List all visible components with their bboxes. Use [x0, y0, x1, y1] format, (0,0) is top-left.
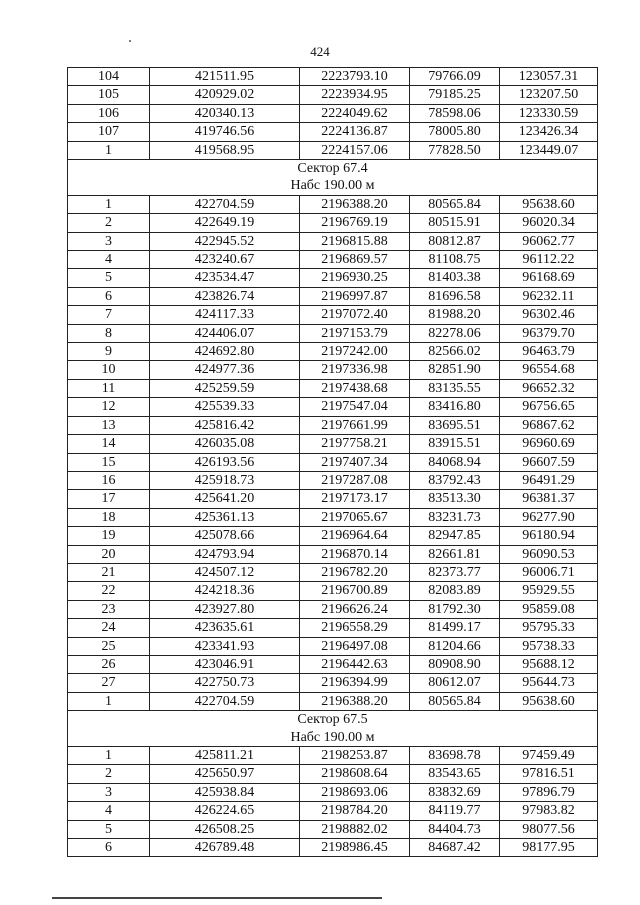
local-y-cell: 96006.71 — [500, 563, 598, 581]
y-coordinate-cell: 2196442.63 — [300, 655, 410, 673]
y-coordinate-cell: 2197547.04 — [300, 398, 410, 416]
point-number-cell: 107 — [68, 123, 150, 141]
table-row — [68, 619, 598, 637]
sector-header-row — [68, 160, 598, 196]
local-x-cell: 84119.77 — [410, 802, 500, 820]
table-row — [68, 527, 598, 545]
table-row — [68, 251, 598, 269]
point-number-cell: 14 — [68, 435, 150, 453]
table-row — [68, 692, 598, 710]
local-y-cell: 96020.34 — [500, 214, 598, 232]
local-y-cell: 98177.95 — [500, 839, 598, 857]
local-y-cell: 96463.79 — [500, 343, 598, 361]
local-y-cell: 96652.32 — [500, 379, 598, 397]
local-y-cell: 95859.08 — [500, 600, 598, 618]
local-y-cell: 96960.69 — [500, 435, 598, 453]
local-x-cell: 83832.69 — [410, 783, 500, 801]
x-coordinate-cell: 424218.36 — [150, 582, 300, 600]
local-x-cell: 81403.38 — [410, 269, 500, 287]
table-row — [68, 324, 598, 342]
point-number-cell: 7 — [68, 306, 150, 324]
point-number-cell: 6 — [68, 287, 150, 305]
y-coordinate-cell: 2196388.20 — [300, 195, 410, 213]
point-number-cell: 1 — [68, 141, 150, 159]
y-coordinate-cell: 2196769.19 — [300, 214, 410, 232]
local-x-cell: 82661.81 — [410, 545, 500, 563]
x-coordinate-cell: 424406.07 — [150, 324, 300, 342]
y-coordinate-cell: 2196997.87 — [300, 287, 410, 305]
local-y-cell: 97896.79 — [500, 783, 598, 801]
table-row — [68, 508, 598, 526]
y-coordinate-cell: 2198882.02 — [300, 820, 410, 838]
point-number-cell: 22 — [68, 582, 150, 600]
local-y-cell: 96180.94 — [500, 527, 598, 545]
table-row — [68, 435, 598, 453]
y-coordinate-cell: 2197661.99 — [300, 416, 410, 434]
y-coordinate-cell: 2197407.34 — [300, 453, 410, 471]
table-row — [68, 86, 598, 104]
table-row — [68, 68, 598, 86]
x-coordinate-cell: 425361.13 — [150, 508, 300, 526]
local-x-cell: 83698.78 — [410, 746, 500, 764]
local-y-cell: 95638.60 — [500, 195, 598, 213]
point-number-cell: 4 — [68, 251, 150, 269]
page-number: 424 — [310, 44, 330, 59]
local-y-cell: 95688.12 — [500, 655, 598, 673]
x-coordinate-cell: 426508.25 — [150, 820, 300, 838]
y-coordinate-cell: 2224049.62 — [300, 104, 410, 122]
table-row — [68, 820, 598, 838]
y-coordinate-cell: 2198608.64 — [300, 765, 410, 783]
local-x-cell: 83543.65 — [410, 765, 500, 783]
y-coordinate-cell: 2198693.06 — [300, 783, 410, 801]
table-row — [68, 563, 598, 581]
local-x-cell: 80565.84 — [410, 195, 500, 213]
local-y-cell: 97459.49 — [500, 746, 598, 764]
y-coordinate-cell: 2198986.45 — [300, 839, 410, 857]
y-coordinate-cell: 2196394.99 — [300, 674, 410, 692]
local-y-cell: 96090.53 — [500, 545, 598, 563]
point-number-cell: 104 — [68, 68, 150, 86]
point-number-cell: 10 — [68, 361, 150, 379]
local-x-cell: 83231.73 — [410, 508, 500, 526]
table-row — [68, 306, 598, 324]
y-coordinate-cell: 2196869.57 — [300, 251, 410, 269]
x-coordinate-cell: 425650.97 — [150, 765, 300, 783]
scan-speck — [129, 40, 131, 42]
local-x-cell: 82851.90 — [410, 361, 500, 379]
table-row — [68, 104, 598, 122]
local-y-cell: 96112.22 — [500, 251, 598, 269]
x-coordinate-cell: 425938.84 — [150, 783, 300, 801]
local-y-cell: 97983.82 — [500, 802, 598, 820]
table-row — [68, 839, 598, 857]
local-x-cell: 78005.80 — [410, 123, 500, 141]
y-coordinate-cell: 2223793.10 — [300, 68, 410, 86]
local-y-cell: 95644.73 — [500, 674, 598, 692]
point-number-cell: 15 — [68, 453, 150, 471]
point-number-cell: 24 — [68, 619, 150, 637]
table-row — [68, 471, 598, 489]
x-coordinate-cell: 425078.66 — [150, 527, 300, 545]
local-x-cell: 84068.94 — [410, 453, 500, 471]
y-coordinate-cell: 2224157.06 — [300, 141, 410, 159]
point-number-cell: 18 — [68, 508, 150, 526]
x-coordinate-cell: 419568.95 — [150, 141, 300, 159]
x-coordinate-cell: 422750.73 — [150, 674, 300, 692]
y-coordinate-cell: 2197336.98 — [300, 361, 410, 379]
point-number-cell: 1 — [68, 195, 150, 213]
y-coordinate-cell: 2197072.40 — [300, 306, 410, 324]
y-coordinate-cell: 2196964.64 — [300, 527, 410, 545]
local-x-cell: 82566.02 — [410, 343, 500, 361]
table-row — [68, 674, 598, 692]
coordinates-table — [67, 67, 598, 857]
x-coordinate-cell: 424507.12 — [150, 563, 300, 581]
local-y-cell: 96168.69 — [500, 269, 598, 287]
table-row — [68, 195, 598, 213]
point-number-cell: 23 — [68, 600, 150, 618]
point-number-cell: 12 — [68, 398, 150, 416]
point-number-cell: 1 — [68, 692, 150, 710]
x-coordinate-cell: 425811.21 — [150, 746, 300, 764]
point-number-cell: 5 — [68, 820, 150, 838]
local-x-cell: 81108.75 — [410, 251, 500, 269]
table-row — [68, 453, 598, 471]
local-x-cell: 83915.51 — [410, 435, 500, 453]
local-x-cell: 81792.30 — [410, 600, 500, 618]
local-y-cell: 96867.62 — [500, 416, 598, 434]
x-coordinate-cell: 426035.08 — [150, 435, 300, 453]
table-row — [68, 379, 598, 397]
x-coordinate-cell: 426224.65 — [150, 802, 300, 820]
x-coordinate-cell: 422945.52 — [150, 232, 300, 250]
x-coordinate-cell: 425539.33 — [150, 398, 300, 416]
y-coordinate-cell: 2198253.87 — [300, 746, 410, 764]
local-y-cell: 95638.60 — [500, 692, 598, 710]
local-x-cell: 79766.09 — [410, 68, 500, 86]
local-x-cell: 84404.73 — [410, 820, 500, 838]
local-x-cell: 79185.25 — [410, 86, 500, 104]
local-y-cell: 96062.77 — [500, 232, 598, 250]
y-coordinate-cell: 2197153.79 — [300, 324, 410, 342]
x-coordinate-cell: 423534.47 — [150, 269, 300, 287]
local-x-cell: 82373.77 — [410, 563, 500, 581]
local-y-cell: 123330.59 — [500, 104, 598, 122]
sector-header-row — [68, 711, 598, 747]
point-number-cell: 2 — [68, 765, 150, 783]
x-coordinate-cell: 425259.59 — [150, 379, 300, 397]
local-x-cell: 80908.90 — [410, 655, 500, 673]
x-coordinate-cell: 424977.36 — [150, 361, 300, 379]
point-number-cell: 9 — [68, 343, 150, 361]
table-row — [68, 141, 598, 159]
point-number-cell: 3 — [68, 783, 150, 801]
footer-rule — [52, 897, 382, 899]
local-y-cell: 123426.34 — [500, 123, 598, 141]
local-x-cell: 83792.43 — [410, 471, 500, 489]
local-y-cell: 95738.33 — [500, 637, 598, 655]
local-y-cell: 123057.31 — [500, 68, 598, 86]
local-x-cell: 81988.20 — [410, 306, 500, 324]
y-coordinate-cell: 2196930.25 — [300, 269, 410, 287]
x-coordinate-cell: 423927.80 — [150, 600, 300, 618]
y-coordinate-cell: 2197242.00 — [300, 343, 410, 361]
table-row — [68, 545, 598, 563]
point-number-cell: 6 — [68, 839, 150, 857]
x-coordinate-cell: 423240.67 — [150, 251, 300, 269]
table-row — [68, 416, 598, 434]
table-row — [68, 269, 598, 287]
y-coordinate-cell: 2198784.20 — [300, 802, 410, 820]
local-y-cell: 96381.37 — [500, 490, 598, 508]
y-coordinate-cell: 2197287.08 — [300, 471, 410, 489]
x-coordinate-cell: 426193.56 — [150, 453, 300, 471]
sector-header — [68, 160, 598, 196]
x-coordinate-cell: 422704.59 — [150, 195, 300, 213]
x-coordinate-cell: 419746.56 — [150, 123, 300, 141]
x-coordinate-cell: 423635.61 — [150, 619, 300, 637]
table-row — [68, 655, 598, 673]
y-coordinate-cell: 2197438.68 — [300, 379, 410, 397]
local-x-cell: 82947.85 — [410, 527, 500, 545]
y-coordinate-cell: 2196558.29 — [300, 619, 410, 637]
x-coordinate-cell: 423826.74 — [150, 287, 300, 305]
local-x-cell: 84687.42 — [410, 839, 500, 857]
local-x-cell: 78598.06 — [410, 104, 500, 122]
y-coordinate-cell: 2197173.17 — [300, 490, 410, 508]
point-number-cell: 2 — [68, 214, 150, 232]
x-coordinate-cell: 423046.91 — [150, 655, 300, 673]
local-y-cell: 96756.65 — [500, 398, 598, 416]
local-x-cell: 80515.91 — [410, 214, 500, 232]
point-number-cell: 106 — [68, 104, 150, 122]
local-y-cell: 96607.59 — [500, 453, 598, 471]
x-coordinate-cell: 426789.48 — [150, 839, 300, 857]
point-number-cell: 21 — [68, 563, 150, 581]
y-coordinate-cell: 2196815.88 — [300, 232, 410, 250]
table-row — [68, 214, 598, 232]
local-y-cell: 96554.68 — [500, 361, 598, 379]
point-number-cell: 8 — [68, 324, 150, 342]
local-y-cell: 123449.07 — [500, 141, 598, 159]
local-x-cell: 82278.06 — [410, 324, 500, 342]
sector-height: Набс 190.00 м — [290, 178, 375, 194]
x-coordinate-cell: 420340.13 — [150, 104, 300, 122]
local-x-cell: 77828.50 — [410, 141, 500, 159]
sector-title: Сектор 67.5 — [297, 712, 368, 728]
table-row — [68, 232, 598, 250]
local-x-cell: 82083.89 — [410, 582, 500, 600]
local-y-cell: 96302.46 — [500, 306, 598, 324]
y-coordinate-cell: 2197758.21 — [300, 435, 410, 453]
table-row — [68, 600, 598, 618]
table-row — [68, 746, 598, 764]
local-x-cell: 83135.55 — [410, 379, 500, 397]
local-y-cell: 96491.29 — [500, 471, 598, 489]
local-y-cell: 123207.50 — [500, 86, 598, 104]
point-number-cell: 4 — [68, 802, 150, 820]
local-y-cell: 96379.70 — [500, 324, 598, 342]
local-y-cell: 95795.33 — [500, 619, 598, 637]
y-coordinate-cell: 2196700.89 — [300, 582, 410, 600]
x-coordinate-cell: 424117.33 — [150, 306, 300, 324]
local-x-cell: 80612.07 — [410, 674, 500, 692]
point-number-cell: 11 — [68, 379, 150, 397]
local-x-cell: 81696.58 — [410, 287, 500, 305]
local-y-cell: 98077.56 — [500, 820, 598, 838]
local-y-cell: 96232.11 — [500, 287, 598, 305]
y-coordinate-cell: 2196782.20 — [300, 563, 410, 581]
x-coordinate-cell: 425641.20 — [150, 490, 300, 508]
x-coordinate-cell: 423341.93 — [150, 637, 300, 655]
point-number-cell: 26 — [68, 655, 150, 673]
point-number-cell: 3 — [68, 232, 150, 250]
y-coordinate-cell: 2196388.20 — [300, 692, 410, 710]
table-row — [68, 361, 598, 379]
point-number-cell: 13 — [68, 416, 150, 434]
point-number-cell: 1 — [68, 746, 150, 764]
point-number-cell: 16 — [68, 471, 150, 489]
x-coordinate-cell: 425918.73 — [150, 471, 300, 489]
sector-title: Сектор 67.4 — [297, 161, 368, 177]
local-x-cell: 83513.30 — [410, 490, 500, 508]
point-number-cell: 20 — [68, 545, 150, 563]
point-number-cell: 5 — [68, 269, 150, 287]
y-coordinate-cell: 2197065.67 — [300, 508, 410, 526]
local-y-cell: 97816.51 — [500, 765, 598, 783]
point-number-cell: 105 — [68, 86, 150, 104]
table-row — [68, 398, 598, 416]
sector-height: Набс 190.00 м — [290, 729, 375, 745]
y-coordinate-cell: 2196870.14 — [300, 545, 410, 563]
x-coordinate-cell: 424793.94 — [150, 545, 300, 563]
y-coordinate-cell: 2196497.08 — [300, 637, 410, 655]
table-row — [68, 765, 598, 783]
local-x-cell: 80812.87 — [410, 232, 500, 250]
point-number-cell: 25 — [68, 637, 150, 655]
local-x-cell: 83695.51 — [410, 416, 500, 434]
table-row — [68, 490, 598, 508]
local-x-cell: 81204.66 — [410, 637, 500, 655]
sector-header — [68, 711, 598, 747]
table-row — [68, 637, 598, 655]
point-number-cell: 19 — [68, 527, 150, 545]
local-y-cell: 95929.55 — [500, 582, 598, 600]
table-row — [68, 343, 598, 361]
local-x-cell: 81499.17 — [410, 619, 500, 637]
coordinates-table-body — [68, 68, 598, 857]
local-y-cell: 96277.90 — [500, 508, 598, 526]
x-coordinate-cell: 420929.02 — [150, 86, 300, 104]
table-row — [68, 582, 598, 600]
x-coordinate-cell: 424692.80 — [150, 343, 300, 361]
x-coordinate-cell: 421511.95 — [150, 68, 300, 86]
table-row — [68, 783, 598, 801]
x-coordinate-cell: 422704.59 — [150, 692, 300, 710]
x-coordinate-cell: 422649.19 — [150, 214, 300, 232]
point-number-cell: 17 — [68, 490, 150, 508]
y-coordinate-cell: 2223934.95 — [300, 86, 410, 104]
local-x-cell: 83416.80 — [410, 398, 500, 416]
y-coordinate-cell: 2224136.87 — [300, 123, 410, 141]
table-row — [68, 802, 598, 820]
table-row — [68, 287, 598, 305]
y-coordinate-cell: 2196626.24 — [300, 600, 410, 618]
local-x-cell: 80565.84 — [410, 692, 500, 710]
table-row — [68, 123, 598, 141]
point-number-cell: 27 — [68, 674, 150, 692]
x-coordinate-cell: 425816.42 — [150, 416, 300, 434]
